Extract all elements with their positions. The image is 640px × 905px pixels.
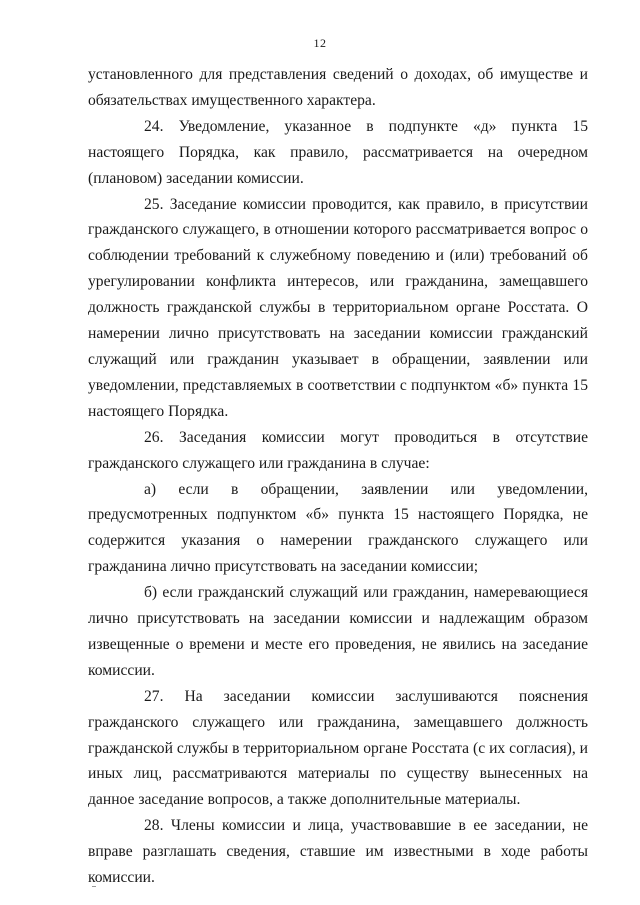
paragraph-26-b: б) если гражданский служащий или гражданин, намеревающиеся лично присутствовать на заседании комиссии и надлежащим образом извещенные о времени и месте его проведения, не явились на заседание комиссии. <box>88 584 588 679</box>
paragraph-28: 28. Члены комиссии и лица, участвовавшие в ее заседании, не вправе разглашать сведения, ставшие им известными в ходе работы комиссии. <box>88 817 588 887</box>
document-body <box>88 62 588 891</box>
paragraph-26: 26. Заседания комиссии могут проводиться в отсутствие гражданского служащего или гражданина в случае: <box>88 428 588 472</box>
page-number: 12 <box>313 36 327 50</box>
paragraph-25: 25. Заседание комиссии проводится, как правило, в присутствии гражданского служащего, в отношении которого рассматривается вопрос о соблюдении требований к служебному поведению и (или) требований об урегулировании конфликта интересов, или гражданина, замещавшего должность гражданской службы в территориальном органе Росстата. О намерении лично присутствовать на заседании комиссии гражданский служащий или гражданин указывает в обращении, заявлении или уведомлении, представляемых в соответствии с подпунктом «б» пункта 15 настоящего Порядка. <box>88 195 588 420</box>
paragraph-24: 24. Уведомление, указанное в подпункте «д» пункта 15 настоящего Порядка, как правило, рассматривается на очередном (плановом) заседании комиссии. <box>88 117 588 187</box>
paragraph-27: 27. На заседании комиссии заслушиваются пояснения гражданского служащего или гражданина, замещавшего должность гражданской службы в территориальном органе Росстата (с их согласия), и иных лиц, рассматриваются материалы по существу вынесенных на данное заседание вопросов, а также дополнительные материалы. <box>88 687 588 809</box>
paragraph-continuation: установленного для представления сведений о доходах, об имуществе и обязательствах имущественного характера. <box>88 66 588 109</box>
scan-artifact-mark <box>92 886 96 887</box>
paragraph-26-a: а) если в обращении, заявлении или уведомлении, предусмотренных подпунктом «б» пункта 15 настоящего Порядка, не содержится указания о намерении гражданского служащего или гражданина лично присутствовать на заседании комиссии; <box>88 480 588 576</box>
